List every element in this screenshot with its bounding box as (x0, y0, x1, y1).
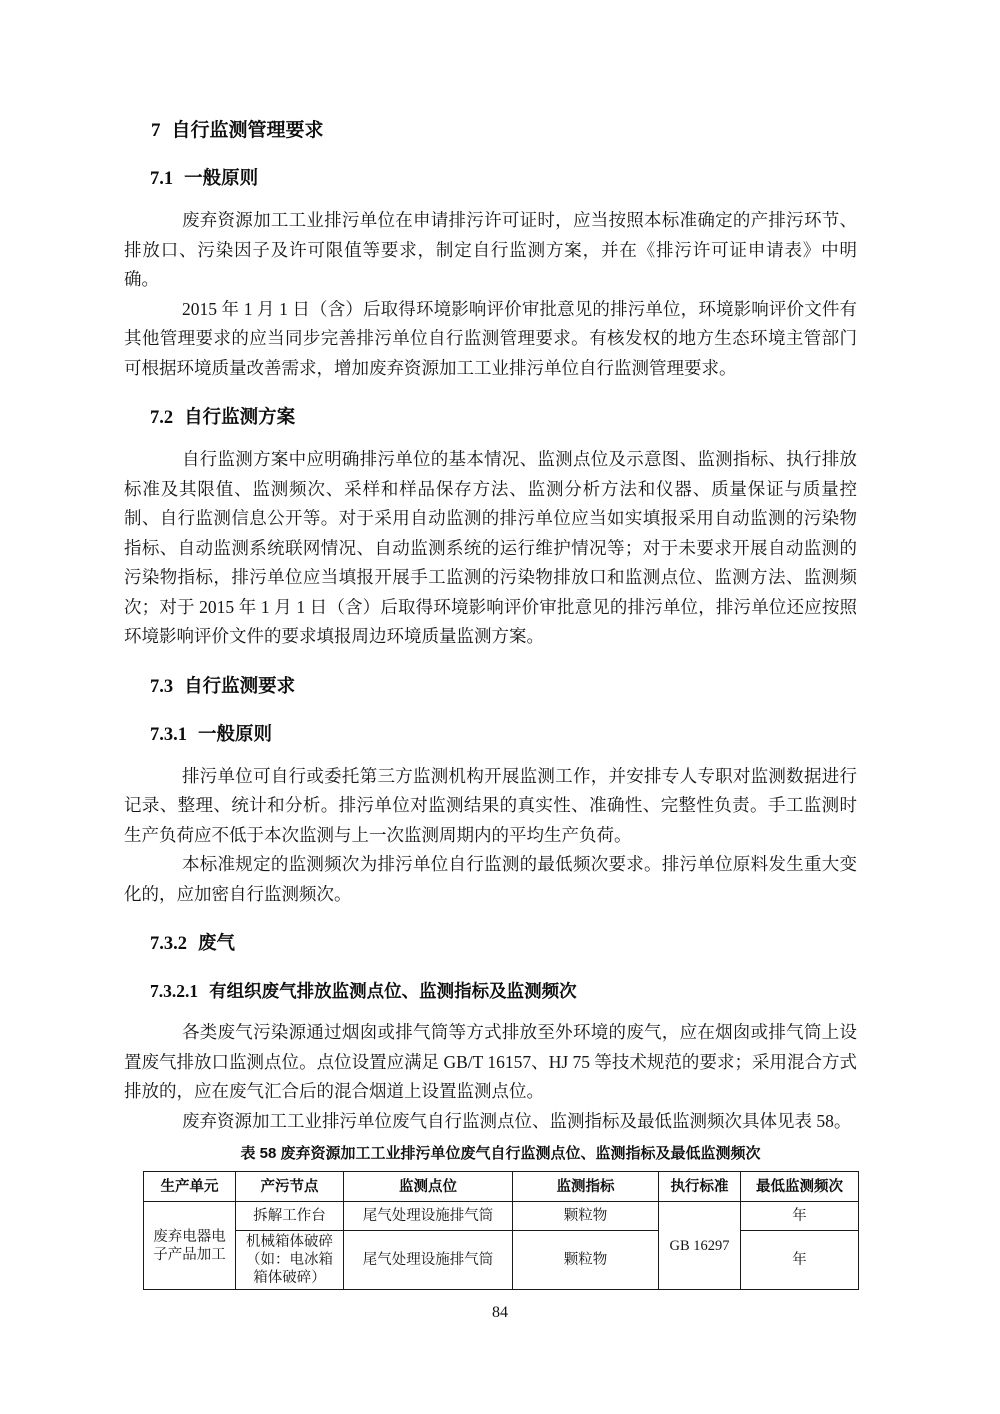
heading-section-7-3-2-1 (124, 978, 857, 1004)
heading-text: 自行监测管理要求 (171, 120, 324, 141)
paragraph-7-3-1-a: 排污单位可自行或委托第三方监测机构开展监测工作，并安排专人专职对监测数据进行记录、整理、统计和分析。排污单位对监测结果的真实性、准确性、完整性负责。手工监测时生产负荷应不低于本次监测与上一次监测周期内的平均生产负荷。 (124, 765, 857, 845)
col-header-standard: 执行标准 (659, 1172, 741, 1202)
heading-number: 7 (151, 120, 161, 141)
heading-section-7 (124, 118, 857, 144)
cell-min-frequency: 年 (741, 1231, 859, 1290)
paragraph-7-3-2-1-b: 废弃资源加工工业排污单位废气自行监测点位、监测指标及最低监测频次具体见表 58。 (182, 1110, 852, 1131)
table-header-row (144, 1172, 859, 1202)
paragraph-7-2-a: 自行监测方案中应明确排污单位的基本情况、监测点位及示意图、监测指标、执行排放标准及其限值、监测频次、采样和样品保存方法、监测分析方法和仪器、质量保证与质量控制、自行监测信息公开等。对于采用自动监测的排污单位应当如实填报采用自动监测的污染物指标、自动监测系统联网情况、自动监测系统的运行维护情况等；对于未要求开展自动监测的污染物指标，排污单位应当填报开展手工监测的污染物排放口和监测点位、监测方法、监测频次；对于 2015 年 1 月 1 日（含）后取得环境影响评价审批意见的排污单位，排污单位还应按照环境影响评价文件的要求填报周边环境质量监测方案。 (124, 449, 857, 646)
heading-number: 7.1 (150, 169, 174, 189)
cell-monitor-point: 尾气处理设施排气筒 (344, 1202, 513, 1231)
heading-text: 有组织废气排放监测点位、监测指标及监测频次 (209, 981, 577, 1001)
paragraph-7-1-a: 废弃资源加工工业排污单位在申请排污许可证时，应当按照本标准确定的产排污环节、排放口、污染因子及许可限值等要求，制定自行监测方案，并在《排污许可证申请表》中明确。 (124, 210, 857, 289)
cell-production-unit: 废弃电器电子产品加工 (144, 1202, 236, 1290)
cell-monitor-point: 尾气处理设施排气筒 (344, 1231, 513, 1290)
paragraph-7-1-b: 2015 年 1 月 1 日（含）后取得环境影响评价审批意见的排污单位，环境影响评价文件有其他管理要求的应当同步完善排污单位自行监测管理要求。有核发权的地方生态环境主管部门可根据环境质量改善需求，增加废弃资源加工工业排污单位自行监测管理要求。 (124, 298, 857, 378)
col-header-monitor-point: 监测点位 (344, 1172, 513, 1202)
cell-pollution-node: 拆解工作台 (236, 1202, 344, 1231)
heading-section-7-2 (124, 404, 857, 431)
heading-text: 废气 (198, 932, 236, 953)
page-content (124, 0, 857, 1290)
heading-text: 一般原则 (184, 167, 259, 188)
cell-standard: GB 16297 (659, 1202, 741, 1290)
heading-number: 7.3.2.1 (150, 981, 199, 1001)
heading-text: 一般原则 (198, 722, 273, 744)
col-header-pollution-node: 产污节点 (236, 1172, 344, 1202)
heading-number: 7.3.2 (150, 934, 187, 954)
page-number: 84 (492, 1304, 508, 1321)
cell-pollution-node: 机械箱体破碎（如：电冰箱箱体破碎） (236, 1231, 344, 1290)
paragraph-7-3-1-b: 本标准规定的监测频次为排污单位自行监测的最低频次要求。排污单位原料发生重大变化的，应加密自行监测频次。 (124, 854, 857, 904)
cell-indicator: 颗粒物 (513, 1231, 659, 1290)
heading-number: 7.3.1 (150, 724, 187, 745)
cell-indicator: 颗粒物 (513, 1202, 659, 1231)
table-58-caption: 表 58 废弃资源加工工业排污单位废气自行监测点位、监测指标及最低监测频次 (240, 1145, 761, 1162)
table-row (144, 1202, 859, 1231)
heading-number: 7.2 (150, 408, 174, 428)
table-row (144, 1231, 859, 1290)
paragraph-7-3-2-1-a: 各类废气污染源通过烟囱或排气筒等方式排放至外环境的废气，应在烟囱或排气筒上设置废气排放口监测点位。点位设置应满足 GB/T 16157、HJ 75 等技术规范的要求；采用混合方式排放的，应在废气汇合后的混合烟道上设置监测点位。 (124, 1022, 857, 1101)
col-header-min-frequency: 最低监测频次 (741, 1172, 859, 1202)
heading-text: 自行监测要求 (184, 674, 296, 696)
heading-section-7-3-1 (124, 721, 857, 748)
cell-min-frequency: 年 (741, 1202, 859, 1231)
heading-section-7-3-2 (124, 930, 857, 957)
col-header-indicator: 监测指标 (513, 1172, 659, 1202)
table-58 (143, 1171, 859, 1290)
heading-section-7-3 (124, 673, 857, 700)
heading-section-7-1 (124, 165, 857, 192)
heading-text: 自行监测方案 (184, 406, 296, 427)
heading-number: 7.3 (150, 676, 174, 697)
col-header-production-unit: 生产单元 (144, 1172, 236, 1202)
